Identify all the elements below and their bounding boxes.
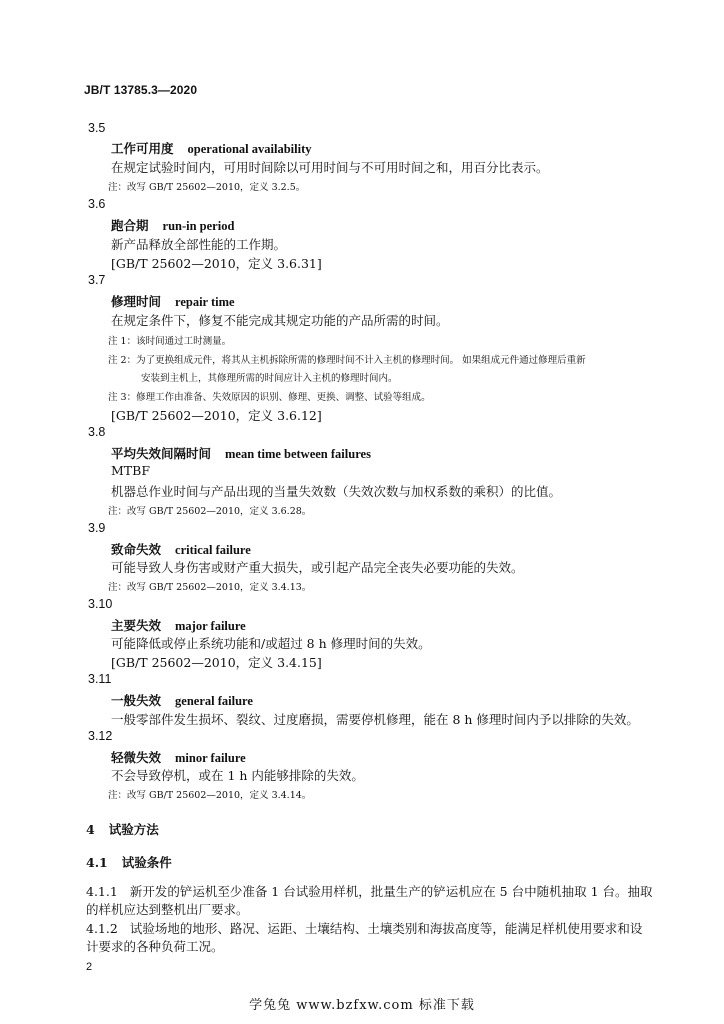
term-heading (111, 444, 371, 462)
definition-text: 机器总作业时间与产品出现的当量失效数（失效次数与加权系数的乘积）的比值。 (111, 484, 562, 499)
term-cn: 轻微失效 (111, 750, 162, 765)
note: 注：改写 GB/T 25602—2010，定义 3.4.14。 (108, 790, 312, 801)
term-en: run-in period (162, 219, 235, 233)
note: 注：改写 GB/T 25602—2010，定义 3.4.13。 (108, 582, 312, 593)
section-heading (86, 820, 159, 838)
section-title: 试验方法 (108, 822, 159, 837)
clause-number: 3.8 (88, 425, 106, 439)
subsection-number: 4.1 (86, 855, 108, 870)
definition-text: 可能降低或停止系统功能和/或超过 8 h 修理时间的失效。 (111, 636, 431, 651)
definition-text: 新产品释放全部性能的工作期。 (111, 237, 287, 252)
clause-number: 3.11 (88, 672, 112, 686)
term-en: repair time (175, 295, 235, 309)
definition-text: 在规定试验时间内，可用时间除以可用时间与不可用时间之和，用百分比表示。 (111, 160, 549, 175)
clause-number: 3.9 (88, 521, 106, 535)
definition-text: 在规定条件下，修复不能完成其规定功能的产品所需的时间。 (111, 313, 449, 328)
term-en: critical failure (175, 543, 251, 557)
note: 注：改写 GB/T 25602—2010，定义 3.2.5。 (108, 182, 306, 193)
definition-text: 可能导致人身伤害或财产重大损失，或引起产品完全丧失必要功能的失效。 (111, 560, 524, 575)
watermark-footer: 学兔兔 www.bzfxw.com 标准下载 (249, 998, 475, 1013)
paragraph (86, 882, 653, 900)
term-cn: 工作可用度 (111, 141, 174, 156)
term-cn: 跑合期 (111, 218, 149, 233)
reference: [GB/T 25602—2010，定义 3.6.12] (111, 408, 322, 423)
term-heading (111, 691, 253, 709)
paragraph-continuation: 的样机应达到整机出厂要求。 (86, 902, 249, 917)
term-en: minor failure (175, 751, 246, 765)
term-cn: 一般失效 (111, 693, 162, 708)
definition-text: 不会导致停机，或在 1 h 内能够排除的失效。 (111, 768, 364, 783)
term-en: mean time between failures (225, 447, 371, 461)
definition-text: 一般零部件发生损坏、裂纹、过度磨损，需要停机修理，能在 8 h 修理时间内予以排除的失效。 (111, 712, 639, 727)
abbreviation: MTBF (111, 463, 150, 478)
clause-number: 3.5 (88, 121, 106, 135)
paragraph-continuation: 计要求的各种负荷工况。 (86, 939, 224, 954)
term-en: major failure (175, 619, 246, 633)
note: 注：改写 GB/T 25602—2010，定义 3.6.28。 (108, 506, 312, 517)
term-heading (111, 292, 235, 310)
term-en: operational availability (187, 142, 312, 156)
note: 注 3：修理工作由准备、失效原因的识别、修理、更换、调整、试验等组成。 (108, 392, 431, 403)
term-heading (111, 748, 246, 766)
reference: [GB/T 25602—2010，定义 3.4.15] (111, 655, 322, 670)
term-heading (111, 540, 251, 558)
document-id: JB/T 13785.3—2020 (84, 83, 198, 97)
term-heading (111, 616, 246, 634)
paragraph-number: 4.1.1 (86, 884, 118, 899)
term-en: general failure (175, 694, 253, 708)
paragraph (86, 919, 642, 937)
reference: [GB/T 25602—2010，定义 3.6.31] (111, 256, 322, 271)
note: 注 1：该时间通过工时测量。 (108, 336, 232, 347)
note-continuation: 安装到主机上，其修理所需的时间应计入主机的修理时间内。 (141, 373, 398, 384)
term-heading (111, 216, 234, 234)
clause-number: 3.12 (88, 729, 113, 743)
section-number: 4 (86, 822, 95, 837)
clause-number: 3.6 (88, 197, 106, 211)
clause-number: 3.7 (88, 273, 106, 287)
term-cn: 致命失效 (111, 542, 162, 557)
paragraph-text: 新开发的铲运机至少准备 1 台试验用样机，批量生产的铲运机应在 5 台中随机抽取 1 台。抽取 (129, 884, 653, 899)
term-cn: 平均失效间隔时间 (111, 446, 212, 461)
term-heading (111, 139, 311, 157)
page-number: 2 (86, 961, 93, 973)
subsection-title: 试验条件 (121, 855, 172, 870)
term-cn: 主要失效 (111, 618, 162, 633)
subsection-heading (86, 853, 172, 871)
paragraph-text: 试验场地的地形、路况、运距、土壤结构、土壤类别和海拔高度等，能满足样机使用要求和设 (129, 921, 643, 936)
clause-number: 3.10 (88, 597, 113, 611)
paragraph-number: 4.1.2 (86, 921, 118, 936)
term-cn: 修理时间 (111, 294, 162, 309)
note: 注 2：为了更换组成元件，将其从主机拆除所需的修理时间不计入主机的修理时间。 如果组成元件通过修理后重新 (108, 355, 586, 366)
